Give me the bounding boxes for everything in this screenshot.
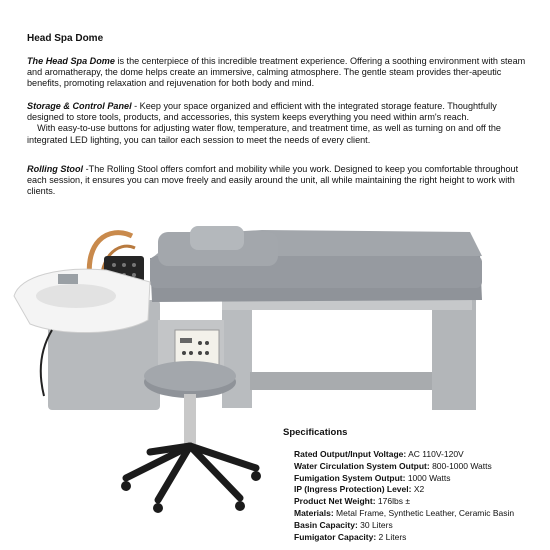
- storage-control-text: - Keep your space organized and efficient with the integrated storage feature. Thoughtfully designed to store tools, products, and accessories, this system keeps everything you need within arm's reach.: [27, 101, 497, 123]
- stool-column: [184, 394, 196, 444]
- spec-value: AC 110V-120V: [406, 449, 464, 459]
- spec-item: [294, 473, 514, 485]
- faucet: [58, 274, 78, 284]
- stool-seat-top: [144, 361, 236, 391]
- storage-control-text-2: With easy-to-use buttons for adjusting water flow, temperature, and treatment time, as well as turning on and off the integrated LED lighting, you can tailor each session to meet the needs of every client.: [27, 123, 501, 145]
- spec-item: [294, 461, 514, 473]
- head-rest: [190, 226, 244, 250]
- head-spa-dome-text: is the centerpiece of this incredible treatment experience. Offering a soothing environment with steam and aromatherapy, the dome helps create an immersive, calming atmosphere. The gentle steam provides ther-apeutic benefits, promoting relaxation and rejuvenation for both body and mind.: [27, 56, 526, 89]
- spec-label: Rated Output/Input Voltage:: [294, 449, 407, 459]
- control-display: [180, 338, 192, 343]
- specifications-list: [294, 449, 514, 543]
- bed-shelf: [250, 372, 432, 390]
- spec-label: Product Net Weight:: [294, 496, 376, 507]
- spec-value: 1000 Watts: [405, 472, 451, 483]
- spec-value: 800-1000 Watts: [429, 460, 492, 471]
- bed-leg-right: [432, 298, 476, 410]
- bed-frame-rail: [222, 300, 472, 310]
- spec-value: 176lbs ±: [375, 496, 410, 507]
- spec-item: [294, 508, 514, 520]
- spec-label: Water Circulation System Output:: [294, 460, 430, 471]
- spec-label: Materials:: [294, 507, 334, 518]
- spec-item: [294, 532, 514, 544]
- spec-value: X2: [411, 484, 425, 495]
- spec-value: 2 Liters: [376, 531, 407, 542]
- stool-base: [126, 446, 256, 500]
- spec-label: IP (Ingress Protection) Level:: [294, 484, 412, 495]
- storage-control-heading: Storage & Control Panel: [27, 101, 132, 111]
- rolling-stool-text: -The Rolling Stool offers comfort and mobility while you work. Designed to keep you comfortable throughout each session, it ensures you can move freely and easily around the unit, all while maintaining the right height to work with clients.: [27, 164, 519, 197]
- spec-item: [294, 484, 514, 496]
- stool-casters: [121, 471, 261, 513]
- spec-value: 30 Liters: [357, 519, 393, 530]
- spec-label: Fumigator Capacity:: [294, 531, 377, 542]
- rolling-stool-heading: Rolling Stool: [27, 164, 84, 174]
- basin-bowl: [36, 284, 116, 308]
- spec-item: [294, 520, 514, 532]
- bed-leg-left: [222, 300, 252, 408]
- spec-value: Metal Frame, Synthetic Leather, Ceramic Basin: [333, 507, 515, 518]
- specifications-title: Specifications: [283, 427, 348, 438]
- spec-label: Basin Capacity:: [294, 519, 358, 530]
- head-spa-dome-heading: The Head Spa Dome: [27, 56, 115, 66]
- spec-item: [294, 496, 514, 508]
- spec-label: Fumigation System Output:: [294, 472, 406, 483]
- page-title: Head Spa Dome: [27, 33, 104, 44]
- spec-item: [294, 449, 514, 461]
